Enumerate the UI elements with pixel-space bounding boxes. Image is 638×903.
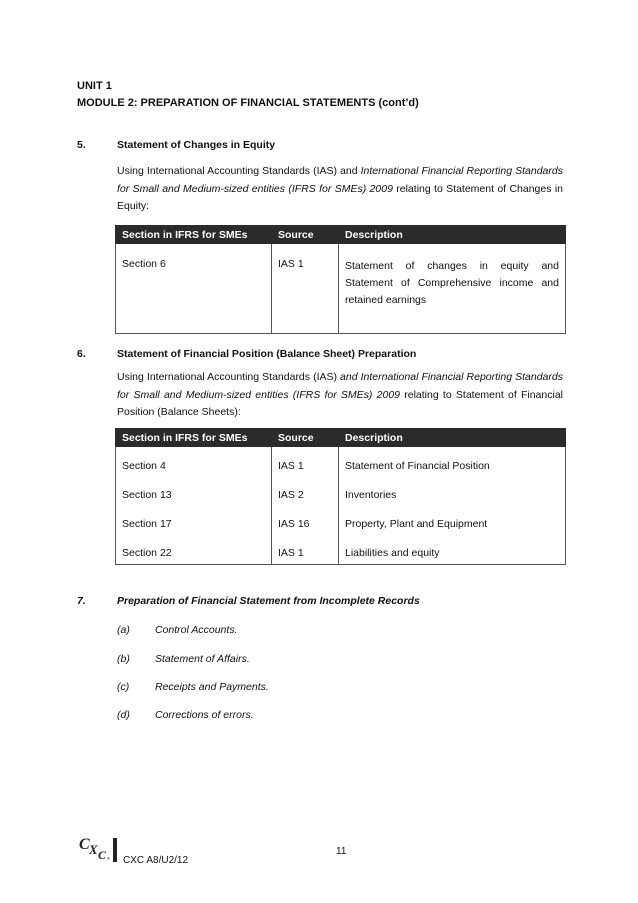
section-5-intro xyxy=(117,163,563,216)
cell-source: IAS 16 xyxy=(272,505,339,534)
cell-source: IAS 2 xyxy=(272,476,339,505)
module-heading: MODULE 2: PREPARATION OF FINANCIAL STATEMENTS (cont’d) xyxy=(77,97,419,109)
section-5-intro-italic: International Financial Reporting Standards for Small and Medium-sized entities (IFRS for SMEs) 2009 xyxy=(117,165,563,195)
section-6-title: Statement of Financial Position (Balance Sheet) Preparation xyxy=(117,348,417,360)
cell-source: IAS 1 xyxy=(272,244,339,334)
table-row xyxy=(116,505,566,534)
list-item: Statement of Affairs. xyxy=(155,653,250,665)
list-item: Receipts and Payments. xyxy=(155,681,269,693)
section-6-table xyxy=(115,428,566,565)
column-header-description: Description xyxy=(339,429,566,447)
section-6-intro xyxy=(117,369,563,422)
cell-section: Section 4 xyxy=(116,447,272,477)
list-item: Control Accounts. xyxy=(155,624,238,636)
page-number: 11 xyxy=(336,846,347,857)
section-7-number: 7. xyxy=(77,595,86,607)
table-row xyxy=(116,534,566,565)
cell-source: IAS 1 xyxy=(272,534,339,565)
column-header-section: Section in IFRS for SMEs xyxy=(116,226,272,244)
table-row xyxy=(116,476,566,505)
column-header-description: Description xyxy=(339,226,566,244)
cell-description: Statement of changes in equity and Statement of Comprehensive income and retained earnings xyxy=(339,244,566,334)
cell-description: Property, Plant and Equipment xyxy=(339,505,566,534)
section-5-title: Statement of Changes in Equity xyxy=(117,139,276,151)
table-row xyxy=(116,244,566,334)
svg-text:®: ® xyxy=(107,856,110,861)
cxc-logo xyxy=(78,832,112,862)
section-6-number: 6. xyxy=(77,348,86,360)
section-6-intro-part-2: relating to Statement of Financial Position (Balance Sheets): xyxy=(117,388,563,418)
section-6-intro-part-1: Using International Accounting Standards (IAS) xyxy=(117,371,341,383)
column-header-source: Source xyxy=(272,429,339,447)
list-item-letter: (c) xyxy=(117,681,130,693)
section-5-intro-part-1: Using International Accounting Standards (IAS) and xyxy=(117,165,361,177)
list-item: Corrections of errors. xyxy=(155,709,254,721)
list-item-letter: (b) xyxy=(117,653,130,665)
document-code: CXC A8/U2/12 xyxy=(123,855,189,866)
cell-section: Section 22 xyxy=(116,534,272,565)
cell-description: Liabilities and equity xyxy=(339,534,566,565)
table-row xyxy=(116,447,566,477)
list-item-letter: (d) xyxy=(117,709,130,721)
cell-section: Section 6 xyxy=(116,244,272,334)
unit-heading: UNIT 1 xyxy=(77,80,112,92)
svg-text:X: X xyxy=(89,842,98,857)
section-6-intro-italic: and International Financial Reporting Standards for Small and Medium-sized entities (IFRS for SMEs) 2009 xyxy=(117,371,563,401)
section-5-table xyxy=(115,225,566,334)
svg-text:C: C xyxy=(98,848,107,862)
cell-source: IAS 1 xyxy=(272,447,339,477)
svg-text:C: C xyxy=(79,836,90,853)
table-header-row xyxy=(116,429,566,447)
list-item-letter: (a) xyxy=(117,624,130,636)
table-header-row xyxy=(116,226,566,244)
cell-section: Section 17 xyxy=(116,505,272,534)
footer-divider xyxy=(113,838,117,862)
column-header-source: Source xyxy=(272,226,339,244)
section-5-intro-part-2: relating to Statement of Changes in Equity: xyxy=(117,182,563,212)
section-5-number: 5. xyxy=(77,139,86,151)
section-7-title: Preparation of Financial Statement from Incomplete Records xyxy=(117,595,420,607)
cell-description: Inventories xyxy=(339,476,566,505)
column-header-section: Section in IFRS for SMEs xyxy=(116,429,272,447)
cell-section: Section 13 xyxy=(116,476,272,505)
cell-description: Statement of Financial Position xyxy=(339,447,566,477)
